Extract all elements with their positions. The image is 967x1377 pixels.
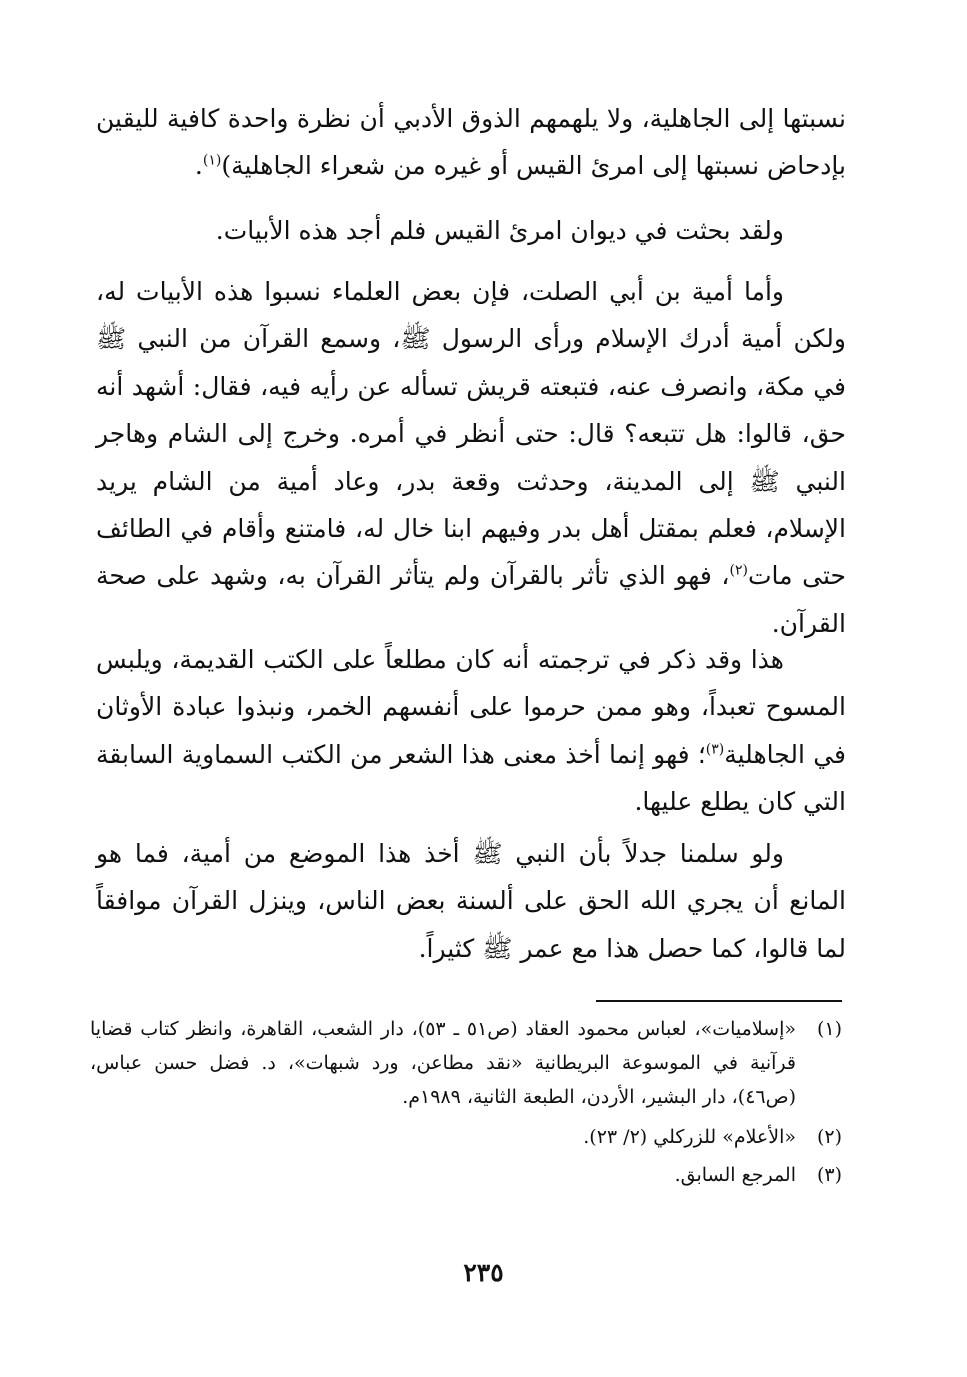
footnote-text: «الأعلام» للزركلي (٢/ ٢٣). — [583, 1126, 796, 1148]
paragraph-text: وأما أمية بن أبي الصلت، فإن بعض العلماء نسبوا هذه الأبيات له، ولكن أمية أدرك الإسلام ورأى الرسول ﷺ، وسمع القرآن من النبي ﷺ في مكة، وانصرف عنه، فتبعته قريش تسأله عن رأيه فيه، فقال: أشهد أنه حق، قالوا: هل تتبعه؟ قال: حتى أنظر في أمره. وخرج إلى الشام وهاجر النبي ﷺ إلى المدينة، وحدثت وقعة بدر، وعاد أمية من الشام يريد الإسلام، فعلم بمقتل أهل بدر وفيهم ابنا خال له، فامتنع وأقام في الطائف حتى مات — [96, 277, 847, 591]
footnote-item — [90, 1158, 842, 1192]
paragraph-tail: . — [194, 151, 203, 181]
footnote-item — [90, 1012, 842, 1114]
paragraph-text: ولقد بحثت في ديوان امرئ القيس فلم أجد هذه الأبيات. — [215, 216, 784, 245]
footnote-ref-3[interactable]: (٣) — [705, 741, 725, 758]
footnotes-section — [90, 1012, 842, 1192]
paragraph-tail: ؛ فهو إنما أخذ معنى هذا الشعر من الكتب السماوية السابقة التي كان يطلع عليها. — [96, 739, 846, 817]
paragraph-text: نسبتها إلى الجاهلية، ولا يلهمهم الذوق الأدبي أن نظرة واحدة كافية لليقين بإدحاض نسبتها إلى امرئ القيس أو غيره من شعراء الجاهلية) — [96, 104, 846, 181]
footnote-text: المرجع السابق. — [674, 1164, 796, 1186]
paragraph-text: ولو سلمنا جدلاً بأن النبي ﷺ أخذ هذا الموضع من أمية، فما هو المانع أن يجري الله الحق على ألسنة بعض الناس، وينزل القرآن موافقاً لما قالوا، كما حصل هذا مع عمر ﷺ كثيراً. — [96, 839, 846, 963]
footnote-ref-1[interactable]: (١) — [202, 153, 222, 170]
paragraph-continuation — [96, 95, 846, 190]
page-number: ٢٣٥ — [463, 1258, 504, 1287]
paragraph-text: هذا وقد ذكر في ترجمته أنه كان مطلعاً على الكتب القديمة، ويلبس المسوح تعبداً، وهو ممن حرموا على أنفسهم الخمر، ونبذوا عبادة الأوثان في الجاهلية — [96, 645, 846, 769]
paragraph-search-diwan — [96, 207, 846, 254]
footnote-text: «إسلاميات»، لعباس محمود العقاد (ص٥١ ـ ٥٣)، دار الشعب، القاهرة، وانظر كتاب قضايا قرآنية في الموسوعة البريطانية «نقد مطاعن، ورد شبهات»، د. فضل حسن عباس، (ص٤٦)، دار البشير، الأردن، الطبعة الثانية، ١٩٨٩م. — [90, 1018, 796, 1108]
paragraph-tail: ، فهو الذي تأثر بالقرآن ولم يتأثر القرآن به، وشهد على صحة القرآن. — [96, 561, 846, 638]
footnote-ref-2[interactable]: (٢) — [729, 563, 748, 580]
footnote-number: (١) — [816, 1018, 842, 1040]
paragraph-argument — [96, 830, 846, 972]
footnote-item — [90, 1120, 842, 1154]
paragraph-umayya — [96, 268, 846, 647]
footnote-separator — [596, 1000, 842, 1002]
paragraph-biography — [96, 636, 846, 826]
footnote-number: (٣) — [816, 1164, 842, 1186]
footnote-number: (٢) — [816, 1126, 842, 1148]
